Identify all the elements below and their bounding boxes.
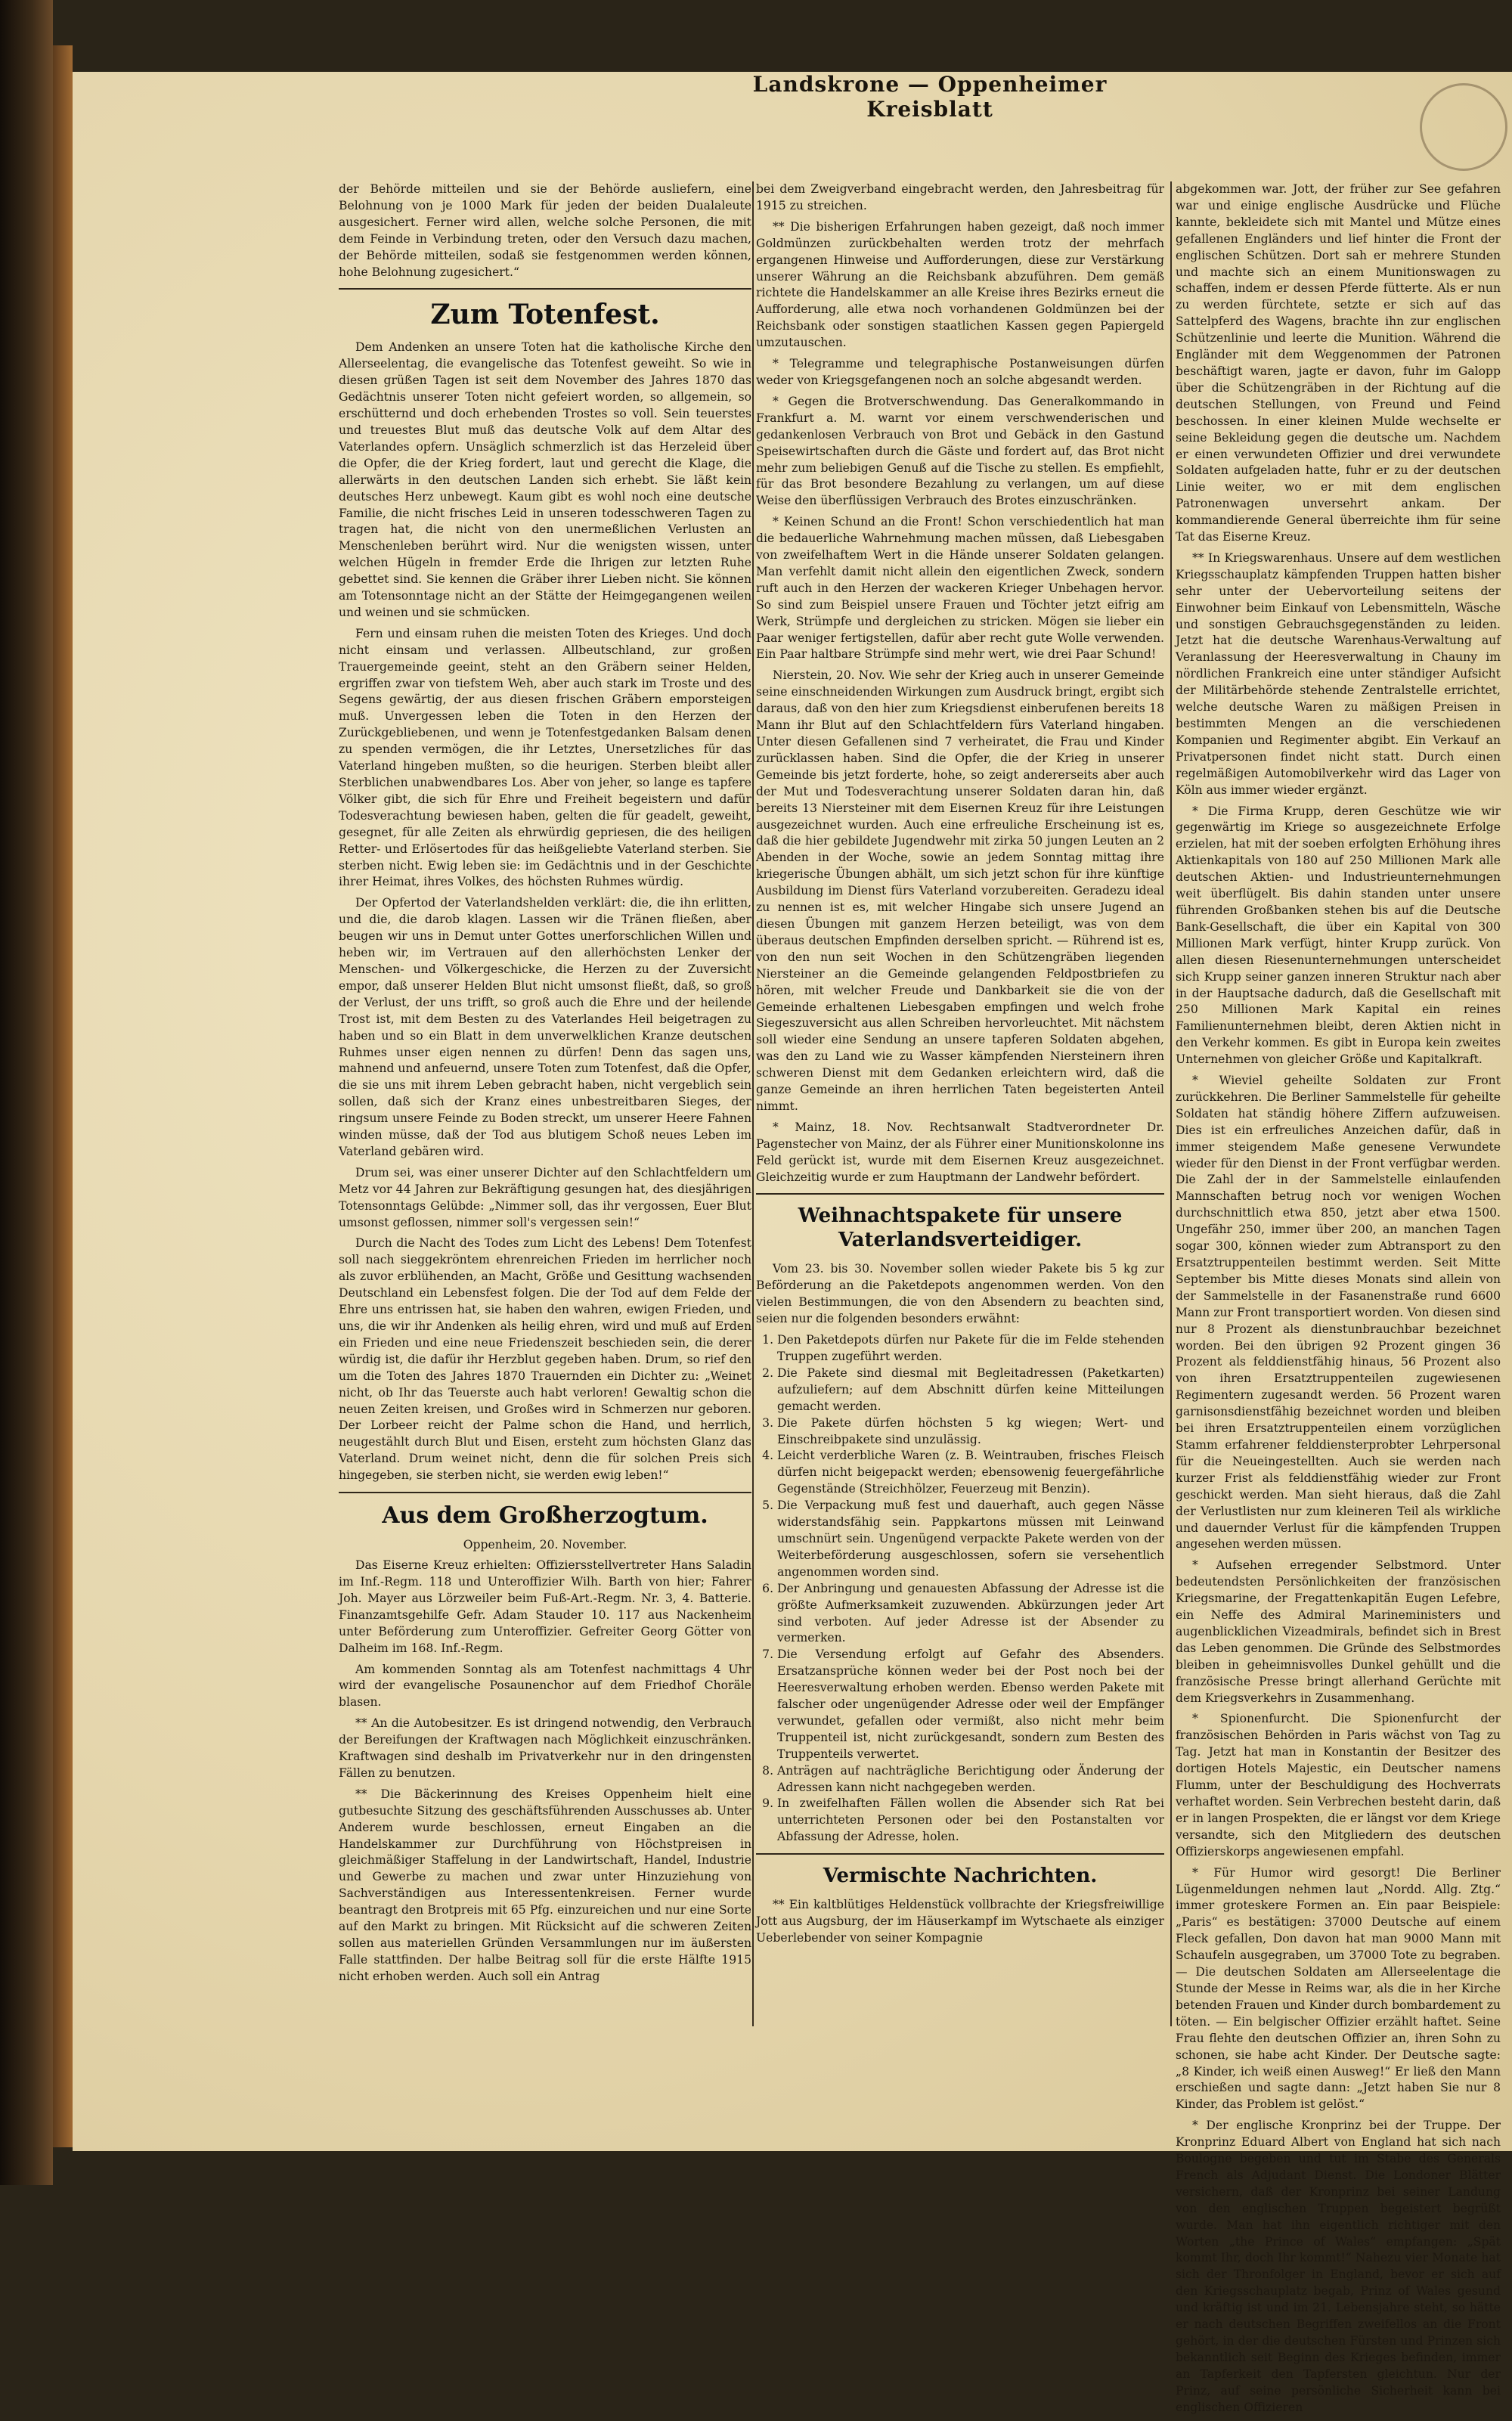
masthead: Landskrone — Oppenheimer Kreisblatt xyxy=(752,72,1108,122)
news-item: abgekommen war. Jott, der früher zur See gefahren war und einige englische Ausdrücke und Flüche kannte, bekleidete sich mit Mantel und Mütze eines gefallenen Engländers und lief hinter die Front der englischen Schützen. Dort sah er mehrere Stunden und machte sich an einem Munitionswagen zu schaffen, indem er dessen Pferde fütterte. Als er nun zu werden fürchtete, setzte er sich auf das Sattelpferd des Wagens, brachte ihn zur englischen Schützenlinie und leerte die Munition. Während die Engländer mit dem Weggenommen der Patronen beschäftigt waren, jagte er davon, fuhr im Galopp über die Schützengräben in der Richtung auf die deutschen Stellungen, von Freund und Feind beschossen. In einer kleinen Mulde wechselte er seine Bekleidung gegen die deutsche um. Nachdem er einen verwundeten Offizier und drei verwundete Soldaten aufgeladen hatte, fuhr er zu der deutschen Linie weiter, wo er mit dem englischen Patronenwagen unversehrt ankam. Der kommandierende General überreichte ihm für seine Tat das Eiserne Kreuz. xyxy=(1176,182,1501,544)
news-item: * Für Humor wird gesorgt! Die Berliner Lügenmeldungen nehmen laut „Nordd. Allg. Ztg.“ immer groteskere Formen an. Ein paar Beispiele: „Paris“ es bestätigen: 37000 Deutsche auf einem Fleck gefallen, Don davon hat man 9000 Mann mit Schaufeln ausgegraben, um 37000 Tote zu begraben. — Die deutschen Soldaten am Allerseelentage die Stunde der Messe in Reims war, als die in her Kirche betenden Frauen und Kinder durch bombardement zu töten. — Ein belgischer Offizier erzählt haftet. Seine Frau flehte den deutschen Offizier an, ihren Sohn zu schonen, sie habe acht Kinder. Der Deutsche sagte: „8 Kinder, ich weiß einen Ausweg!“ Er ließ den Mann erschießen und sagte dann: „Jetzt haben Sie nur 8 Kinder, das Problem ist gelöst.“ xyxy=(1176,1865,1501,2112)
column-2 xyxy=(756,181,1164,1951)
column-divider-1 xyxy=(752,181,754,2026)
news-item: * Gegen die Brotverschwendung. Das Generalkommando in Frankfurt a. M. warnt vor einem verschwenderischen und gedankenlosen Verbrauch von Brot und Gebäck in den Gastund Speisewirtschaften durch die Gäste und fordert auf, das Brot nicht mehr zum beliebigen Genuß auf die Tische zu stellen. Es empfiehlt, für das Brot besondere Bezahlung zu verlangen, um auf diese Weise den überflüssigen Verbrauch des Brotes einzuschränken. xyxy=(756,394,1164,508)
pakete-rules-list xyxy=(756,1332,1164,1846)
news-item: Am kommenden Sonntag als am Totenfest nachmittags 4 Uhr wird der evangelische Posaunenchor auf dem Friedhof Choräle blasen. xyxy=(339,1662,751,1710)
rule-item: 5. Die Verpackung muß fest und dauerhaft, auch gegen Nässe widerstandsfähig sein. Pappkartons müssen mit Leinwand umschnürt sein. Ungenügend verpackte Pakete werden von der Weiterbeförderung ausgeschlossen, sofern sie versehentlich angenommen worden sind. xyxy=(777,1498,1164,1581)
news-item: * Wieviel geheilte Soldaten zur Front zurückkehren. Die Berliner Sammelstelle für geheilte Soldaten hat ständig höhere Ziffern aufzuweisen. Dies ist ein erfreuliches Anzeichen dafür, daß in immer steigendem Maße genesene Verwundete wieder für den Dienst in der Front verfügbar werden. Die Zahl der in der Sammelstelle einlaufenden Mannschaften betrug noch vor wenigen Wochen durchschnittlich etwa 850, jetzt aber etwa 1500. Ungefähr 250, immer über 200, an manchen Tagen sogar 300, können wieder zum Abtransport zu den Ersatztruppenteilen bestimmt werden. Seit Mitte September bis Mitte dieses Monats sind allein von der Sammelstelle in der Fasanenstraße rund 6600 Mann zur Front transportiert worden. Von diesen sind nur 8 Prozent als dienstunbrauchbar bezeichnet worden. Bei den übrigen 92 Prozent gingen 36 Prozent als felddienstfähig hinaus, 56 Prozent also von ihren Ersatztruppenteilen zugewiesenen Regimentern zugesandt werden. 56 Prozent waren garnisonsdienstfähig bezeichnet worden und bleiben bei ihren Ersatztruppenteilen einem vorzüglichen Stamm erfahrener felddiensterprobter Lehrpersonal für die Neueingestellten. Auch sie werden nach kurzer Frist als felddienstfähig wieder zur Front geschickt werden. Man sieht hieraus, daß die Zahl der Verlustlisten nur zum kleineren Teil als wirkliche und dauernder Verlust für die kämpfenden Truppen angesehen werden müssen. xyxy=(1176,1074,1501,1551)
rule-item: 2. Die Pakete sind diesmal mit Begleitadressen (Paketkarten) aufzuliefern; auf dem Abschnitt dürfen keine Mitteilungen gemacht werden. xyxy=(777,1365,1164,1415)
rule-item: 6. Der Anbringung und genauesten Abfassung der Adresse ist die größte Aufmerksamkeit zuzuwenden. Abkürzungen jeder Art sind verboten. Auf jeder Adresse ist der Absender zu vermerken. xyxy=(777,1581,1164,1648)
section-rule xyxy=(756,1193,1164,1195)
headline-totenfest: Zum Totenfest. xyxy=(430,299,660,331)
rule-item: 9. In zweifelhaften Fällen wollen die Absender sich Rat bei unterrichteten Personen oder bei den Postanstalten vor Abfassung der Adresse, holen. xyxy=(777,1796,1164,1846)
pakete-intro: Vom 23. bis 30. November sollen wieder Pakete bis 5 kg zur Beförderung an die Paketdepots angenommen werden. Von den vielen Bestimmungen, die von den Absendern zu beachten sind, seien nur die folgenden besonders erwähnt: xyxy=(756,1262,1164,1326)
section-rule xyxy=(339,288,751,290)
news-item: ** Ein kaltblütiges Heldenstück vollbrachte der Kriegsfreiwillige Jott aus Augsburg, der im Häuserkampf im Wytschaete als einziger Ueberlebender von seiner Kompagnie xyxy=(756,1898,1164,1945)
news-item: * Der englische Kronprinz bei der Truppe. Der Kronprinz Eduard Albert von England hat sich nach Boulogne begeben und tut im Stabe des Generals French als Adjudant Dienst. Die Londoner Blätter versichern, daß der Kronprinz bei seiner Landung von den englischen Truppen begeistert begrüßt wurde. Man hat ihn eigentlich richtiger mit den Worten „the Prince of Wales“ empfangen: „Spät kommt Ihr, doch Ihr kommt!“ Nahezu vier Monate hat sich der Thronfolger in England, bevor er sich auf den Kriegsschauplatz begab, Prinz of Wales gesund und kräftig ist und im 21. Lebensjahre steht, so hätte er nach deutschen Begriffen zweifellos an die Front gehört, in der die deutschen Fürsten und Prinzen sich bekanntlich seit Beginn des Krieges befinden, immer an Tapferkeit den Tapfersten gleichtun. Nur der Prinz, auf seine persönliche Sicherheit kann bei englischen Offizieren xyxy=(1176,2119,1501,2414)
dateline: Oppenheim, 20. November. xyxy=(463,1538,627,1552)
section-rule xyxy=(339,1492,751,1493)
headline-weihnachtspakete: Weihnachtspakete für unsere Vaterlandsverteidiger. xyxy=(798,1204,1123,1252)
news-item: ** Die bisherigen Erfahrungen haben gezeigt, daß noch immer Goldmünzen zurückbehalten werden trotz der mehrfach ergangenen Hinweise und Aufforderungen, diese zur Verstärkung unserer Währung an die Reichsbank abzuführen. Dem gemäß richtete die Handelskammer an alle Kreise ihres Bezirks erneut die Aufforderung, alle etwa noch vorhandenen Goldmünzen bei der Reichsbank oder sonstigen staatlichen Kassen gegen Papiergeld umzutauschen. xyxy=(756,219,1164,350)
news-item: * Mainz, 18. Nov. Rechtsanwalt Stadtverordneter Dr. Pagenstecher von Mainz, der als Führer einer Munitionskolonne ins Feld gerückt ist, wurde mit dem Eisernen Kreuz ausgezeichnet. Gleichzeitig wurde er zum Hauptmann der Landwehr befördert. xyxy=(756,1120,1164,1184)
rule-item: 7. Die Versendung erfolgt auf Gefahr des Absenders. Ersatzansprüche können weder bei der Post noch bei der Heeresverwaltung erhoben werden. Ebenso werden Pakete mit falscher oder ungenügender Adresse oder weil der Empfänger verwundet, gefallen oder vermißt, also nicht mehr beim Truppenteil ist, nicht zurückgesandt, sondern zum Besten des Truppenteils verwertet. xyxy=(777,1647,1164,1762)
intro-paragraph: der Behörde mitteilen und sie der Behörde ausliefern, eine Belohnung von je 1000 Mark für jeden der beiden Dualaleute ausgesichert. Ferner wird allen, welche solche Personen, die mit dem Feinde in Verbindung treten, oder den Versuch dazu machen, der Behörde mitteilen, sodaß sie festgenommen werden können, hohe Belohnung zugesichert.“ xyxy=(339,182,751,279)
rule-item: 8. Anträgen auf nachträgliche Berichtigung oder Änderung der Adressen kann nicht nachgegeben werden. xyxy=(777,1763,1164,1796)
column-divider-2 xyxy=(1170,181,1172,2026)
article-paragraph: Der Opfertod der Vaterlandshelden verklärt: die, die ihn erlitten, und die, die darob klagen. Lassen wir die Tränen fließen, aber beugen wir uns in Demut unter Gottes unerforschlichen Willen und heben wir, im Vertrauen auf den allerhöchsten Lenker der Menschen- und Völkergeschicke, die Herzen zu der Zuversicht empor, daß unserer Helden Blut nicht umsonst fließt, daß, so groß der Verlust, der uns trifft, so groß auch die Ehre und der heilende Trost ist, mit dem Besten zu des Vaterlandes Heil beigetragen zu haben und so ein Blatt in dem unverwelklichen Kranze deutschen Ruhmes unser eigen nennen zu dürfen! Denn das sagen uns, mahnend und anfeuernd, unsere Toten zum Totenfest, daß die Opfer, die sie uns mit ihrem Leben gebracht haben, nicht vergeblich sein sollen, daß sich der Kranz eines unbestreitbaren Sieges, der ringsum unsere Feinde zu Boden streckt, um unserer Heere Fahnen winden müsse, daß der Tod aus blutigem Schoß neues Leben im Vaterland gebären wird. xyxy=(339,896,752,1158)
news-item: Das Eiserne Kreuz erhielten: Offiziersstellvertreter Hans Saladin im Inf.-Regm. 118 und Unteroffizier Wilh. Barth von hier; Fahrer Joh. Mayer aus Lörzweiler beim Fuß-Art.-Regm. Nr. 3, 4. Batterie. Finanzamtsgehilfe Gefr. Adam Stauder 10. 117 aus Nackenheim unter Beförderung zum Unteroffizier. Gefreiter Georg Götter von Dalheim im 168. Inf.-Regm. xyxy=(339,1558,751,1655)
news-item: ** Die Bäckerinnung des Kreises Oppenheim hielt eine gutbesuchte Sitzung des geschäftsführenden Ausschusses ab. Unter Anderem wurde beschlossen, erneut Eingaben an die Handelskammer zur Durchführung von Höchstpreisen in gleichmäßiger Staffelung in der Landwirtschaft, Handel, Industrie und Gewerbe zu machen und zwar unter Hinzuziehung von Sachverständigen aus Interessentenkreisen. Ferner wurde beantragt den Brotpreis mit 65 Pfg. einzureichen und nur eine Sorte auf den Markt zu bringen. Mit Rücksicht auf die schweren Zeiten sollen aus materiellen Gründen Versammlungen nur im äußersten Falle stattfinden. Der halbe Beitrag soll für die erste Hälfte 1915 nicht erhoben werden. Auch soll ein Antrag xyxy=(339,1787,751,1983)
news-item: * Keinen Schund an die Front! Schon verschiedentlich hat man die bedauerliche Wahrnehmung machen müssen, daß Liebesgaben von zweifelhaftem Wert in die Hände unserer Soldaten gelangen. Man verfehlt damit nicht allein den eigentlichen Zweck, sondern ruft auch in den Herzen der wackeren Krieger Unbehagen hervor. So sind zum Beispiel unsere Frauen und Töchter jetzt eifrig am Werk, Strümpfe und dergleichen zu stricken. Mögen sie lieber ein Paar weniger fertigstellen, dafür aber recht gute Wolle verwenden. Ein Paar haltbare Strümpfe sind mehr wert, wie drei Paar Schund! xyxy=(756,515,1164,662)
book-spine xyxy=(0,0,53,2185)
rule-item: 1. Den Paketdepots dürfen nur Pakete für die im Felde stehenden Truppen zugeführt werden. xyxy=(777,1332,1164,1365)
article-paragraph: Drum sei, was einer unserer Dichter auf den Schlachtfeldern um Metz vor 44 Jahren zur Bekräftigung gesungen hat, des diesjährigen Totensonntags Gelübde: „Nimmer soll, das ihr vergossen, Euer Blut umsonst geflossen, nimmer soll's vergessen sein!“ xyxy=(339,1165,751,1229)
news-item: * Spionenfurcht. Die Spionenfurcht der französischen Behörden in Paris wächst von Tag zu Tag. Jetzt hat man in Konstantin der Besitzer des dortigen Hotels Majestic, ein Deutscher namens Flumm, unter der Beschuldigung des Hochverrats verhaftet worden. Sein Verbrechen besteht darin, daß er in langen Prospekten, die er längst vor dem Kriege versandte, sich den Mitgliedern des deutschen Offizierskorps angewiesenen empfahl. xyxy=(1176,1712,1501,1858)
column-1 xyxy=(339,181,751,1990)
rule-item: 4. Leicht verderbliche Waren (z. B. Weintrauben, frisches Fleisch dürfen nicht beigepackt werden; ebensowenig feuergefährliche Gegenstände (Streichhölzer, Feuerzeug mit Benzin). xyxy=(777,1448,1164,1498)
news-item: bei dem Zweigverband eingebracht werden, den Jahresbeitrag für 1915 zu streichen. xyxy=(756,182,1164,212)
news-item: * Die Firma Krupp, deren Geschütze wie wir gegenwärtig im Kriege so ausgezeichnete Erfolge erzielen, hat mit der soeben erfolgten Erhöhung ihres Aktienkapitals von 180 auf 250 Millionen Mark alle deutschen Aktien- und Industrieunternehmungen weit überflügelt. Bis dahin standen unter unsere führenden Großbanken stehen bis auf die Deutsche Bank-Gesellschaft, die über ein Kapital von 300 Millionen Mark verfügt, hinter Krupp zurück. Von allen diesen Riesenunternehmungen unterscheidet sich Krupp seiner ganzen inneren Struktur nach aber in der Hauptsache dadurch, daß die Gesellschaft mit 250 Millionen Mark Kapital ein reines Familienunternehmen bleibt, deren Aktien nicht in den Verkehr kommen. Es gibt in Europa kein zweites Unternehmen von gleicher Größe und Kapitalkraft. xyxy=(1176,804,1501,1067)
headline-vermischte: Vermischte Nachrichten. xyxy=(823,1865,1098,1888)
article-paragraph: Dem Andenken an unsere Toten hat die katholische Kirche den Allerseelentag, die evangelische das Totenfest geweiht. So wie in diesen grüßen Tagen ist seit dem November des Jahres 1870 das Gedächtnis unserer Toten nicht gefeiert worden, so allgemein, so erschütternd und doch erhebenden Trostes so voll. Sein teuerstes und treuestes Blut muß das deutsche Volk auf dem Altar des Vaterlandes opfern. Unsäglich schmerzlich ist das Herzeleid über die Opfer, die der Krieg fordert, laut und gerecht die Klage, die allerwärts in den deutschen Landen sich erhebt. Sie läßt kein deutsches Herz unbewegt. Kaum gibt es wohl noch eine deutsche Familie, die nicht frisches Leid in unseren todesschweren Tagen zu tragen hat, die nicht von den unermeßlichen Verlusten an Menschenleben berührt wird. Nur die wenigsten wissen, unter welchen Hügeln in fremder Erde die Ihrigen zur letzten Ruhe gebettet sind. Sie kennen die Gräber ihrer Lieben nicht. Sie können am Totensonntage nicht an der Stätte der Heimgegangenen weilen und weinen und sie schmücken. xyxy=(339,340,751,619)
article-paragraph: Fern und einsam ruhen die meisten Toten des Krieges. Und doch nicht einsam und verlassen. Allbeutschland, zur großen Trauergemeinde geeint, steht an den Gräbern seiner Helden, ergriffen zwar von tiefstem Weh, aber auch stark im Troste und des Segens gewärtig, der aus diesen frischen Gräbern emporsteigen muß. Unvergessen leben die Toten in den Herzen der Zurückgebliebenen, und wenn je Totenfestgedanken Balsam denen zu spenden vermögen, die ihr Letztes, Unersetzliches für das Vaterland hingeben mußten, so die heurigen. Sterben bleibt aller Sterblichen unabwendbares Los. Aber von jeher, so lange es tapfere Völker gibt, die sich für Ehre und Freiheit begeistern und dafür Todesverachtung bewiesen haben, gelten die für geadelt, geweiht, gesegnet, für alle Zeiten als ehrwürdig gepriesen, die des heiligen Retter- und Erlösertodes für das heißgeliebte Vaterland sterben. Sie sterben nicht. Ewig leben sie: im Gedächtnis und in der Geschichte ihrer Heimat, ihres Volkes, des höchsten Ruhmes würdig. xyxy=(339,626,751,889)
news-item: ** An die Autobesitzer. Es ist dringend notwendig, den Verbrauch der Bereifungen der Kraftwagen nach Möglichkeit einzuschränken. Kraftwagen sind deshalb im Privatverkehr nur in den dringensten Fällen zu benutzen. xyxy=(339,1716,751,1780)
column-3 xyxy=(1176,181,1501,2421)
news-item: Nierstein, 20. Nov. Wie sehr der Krieg auch in unserer Gemeinde seine einschneidenden Wirkungen zum Ausdruck bringt, ergibt sich daraus, daß von den hier zum Kriegsdienst einberufenen bereits 18 Mann ihr Blut auf den Schlachtfeldern fürs Vaterland hingaben. Unter diesen Gefallenen sind 7 verheiratet, die Frau und Kinder zurücklassen haben. Sind die Opfer, die der Krieg in unserer Gemeinde bis jetzt forderte, hohe, so zeigt andererseits aber auch der Mut und Todesverachtung unserer Soldaten daran hin, daß bereits 13 Niersteiner mit dem Eisernen Kreuz für ihre Leistungen ausgezeichnet wurden. Auch eine erfreuliche Erscheinung ist es, daß die hier gebildete Jugendwehr mit zirka 50 jungen Leuten an 2 Abenden in der Woche, sowie an jedem Sonntag mittag ihre kriegerische Übungen abhält, um sich jetzt schon für ihre künftige Ausbildung im Dienst fürs Vaterland vorzubereiten. Geradezu ideal zu nennen ist es, mit welcher Hingabe sich unsere Jugend an diesen Übungen mit ganzem Herzen beteiligt, was von dem überaus deutschen Empfinden derselben spricht. — Rührend ist es, von den nun seit Wochen in den Schützengräben liegenden Niersteiner an die Gemeinde gelangenden Feldpostbriefen zu hören, mit welcher Freude und Dankbarkeit sie die von der Gemeinde erhaltenen Liebesgaben empfingen und welch frohe Siegeszuversicht aus allen Schreiben hervorleuchtet. Mit nächstem soll wieder eine Sendung an unsere tapferen Soldaten abgehen, was den zu Land wie zu Wasser kämpfenden Niersteinern ihren schweren Dienst mit dem Gedanken erleichtern wird, daß die ganze Gemeinde an ihren herrlichen Taten begeisterten Anteil nimmt. xyxy=(756,668,1164,1113)
book-binding-edge xyxy=(53,45,73,2147)
section-rule xyxy=(756,1853,1164,1855)
news-item: ** In Kriegswarenhaus. Unsere auf dem westlichen Kriegsschauplatz kämpfenden Truppen hatten bisher sehr unter der Uebervorteilung seitens der Einwohner beim Einkauf von Lebensmitteln, Wäsche und sonstigen Gebrauchsgegenständen zu leiden. Jetzt hat die deutsche Warenhaus-Verwaltung auf Veranlassung der Heeresverwaltung in Chauny im nördlichen Frankreich eine unter ständiger Aufsicht der Militärbehörde stehende Zentralstelle errichtet, welche deutsche Waren zu mäßigen Preisen in bestimmten Mengen an die verschiedenen Kompanien und Regimenter abgibt. Ein Verkauf an Privatpersonen findet nicht statt. Durch einen regelmäßigen Automobilverkehr wird das Lager von Köln aus immer wieder ergänzt. xyxy=(1176,550,1501,797)
news-item: * Aufsehen erregender Selbstmord. Unter bedeutendsten Persönlichkeiten der französischen Kriegsmarine, der Fregattenkapitän Eugen Lefebre, ein Neffe des Admiral Marineministers und augenblicklichen Vizeadmirals, befindet sich in Brest das Leben genommen. Die Gründe des Selbstmordes bleiben in geheimnisvolles Dunkel gehüllt und die französische Presse bringt allerhand Gerüchte mit dem Kriegsverkehrs in Zusammenhang. xyxy=(1176,1558,1501,1705)
rule-item: 3. Die Pakete dürfen höchsten 5 kg wiegen; Wert- und Einschreibpakete sind unzulässig. xyxy=(777,1415,1164,1449)
headline-grossherzogtum: Aus dem Großherzogtum. xyxy=(382,1502,708,1530)
library-stamp xyxy=(1420,83,1507,171)
news-item: * Telegramme und telegraphische Postanweisungen dürfen weder von Kriegsgefangenen noch an solche abgesandt werden. xyxy=(756,357,1164,387)
article-paragraph: Durch die Nacht des Todes zum Licht des Lebens! Dem Totenfest soll nach sieggekröntem ehrenreichen Frieden im herrlicher noch als zuvor erblühenden, an Macht, Größe und Gesittung wachsenden Deutschland ein Lebensfest folgen. Die der Tod auf dem Felde der Ehre uns entrissen hat, sie haben den wahren, ewigen Frieden, und uns, die wir ihr Andenken als heilig ehren, wird und muß auf Erden ein Frieden und eine neue Friedenszeit beschieden sein, die derer würdig ist, die dafür ihr Herzblut gegeben haben. Drum, so rief den um die Toten des Jahres 1870 Trauernden ein Dichter zu: „Weinet nicht, ob Ihr das Teuerste auch habt verloren! Gewaltig schon die neuen Zeiten kreisen, und Großes wird in Schmerzen nur geboren. Der Lorbeer reicht der Palme schon die Hand, und herrlich, neugestählt durch Blut und Eisen, ersteht zum höchsten Glanz das Vaterland. Drum weinet nicht, denn die für solchen Preis sich hingegeben, sie sterben nicht, sie werden ewig leben!“ xyxy=(339,1236,751,1483)
